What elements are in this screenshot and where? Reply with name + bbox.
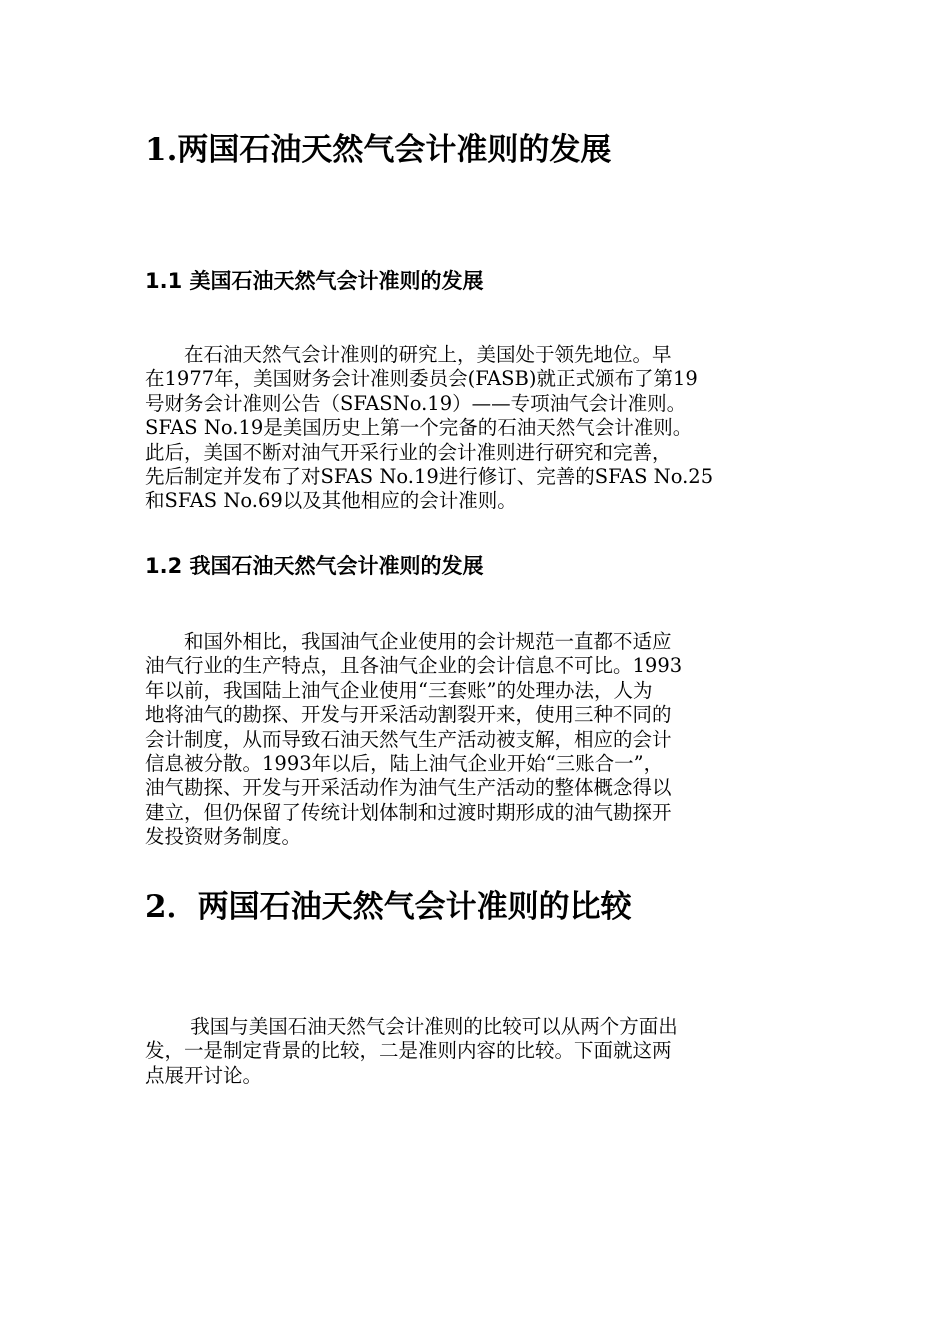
paragraph-line: 发投资财务制度。 [145, 825, 302, 849]
paragraph-line: 发，一是制定背景的比较，二是准则内容的比较。下面就这两 [145, 1039, 672, 1063]
section-1-1-heading: 1.1 美国石油天然气会计准则的发展 [145, 269, 484, 293]
paragraph-line: 和SFAS No.69以及其他相应的会计准则。 [145, 489, 517, 513]
paragraph-line: 和国外相比，我国油气企业使用的会计规范一直都不适应 [145, 630, 672, 653]
paragraph-line: 地将油气的勘探、开发与开采活动割裂开来，使用三种不同的 [145, 703, 672, 727]
paragraph-line: 此后，美国不断对油气开采行业的会计准则进行研究和完善， [145, 440, 672, 464]
section-1-1-paragraph [145, 343, 805, 514]
paragraph-line: SFAS No.19是美国历史上第一个完备的石油天然气会计准则。 [145, 416, 693, 440]
paragraph-line: 先后制定并发布了对SFAS No.19进行修订、完善的SFAS No.25 [145, 465, 714, 489]
paragraph-line: 油气行业的生产特点，且各油气企业的会计信息不可比。1993 [145, 654, 683, 678]
paragraph-line: 会计制度，从而导致石油天然气生产活动被支解，相应的会计 [145, 727, 672, 751]
paragraph-line: 建立，但仍保留了传统计划体制和过渡时期形成的油气勘探开 [145, 800, 672, 824]
paragraph-line: 在石油天然气会计准则的研究上，美国处于领先地位。早 [145, 343, 672, 366]
section-1-2-paragraph [145, 630, 805, 850]
section-2-paragraph [145, 1015, 805, 1088]
paragraph-line: 油气勘探、开发与开采活动作为油气生产活动的整体概念得以 [145, 776, 672, 800]
paragraph-line: 信息被分散。1993年以后，陆上油气企业开始“三账合一”， [145, 752, 664, 776]
section-1-heading: 1.两国石油天然气会计准则的发展 [145, 132, 612, 168]
paragraph-line: 我国与美国石油天然气会计准则的比较可以从两个方面出 [145, 1015, 678, 1038]
paragraph-line: 号财务会计准则公告（SFASNo.19）——专项油气会计准则。 [145, 391, 687, 415]
section-1-2-heading: 1.2 我国石油天然气会计准则的发展 [145, 554, 484, 578]
paragraph-line: 点展开讨论。 [145, 1063, 263, 1087]
paragraph-line: 在1977年，美国财务会计准则委员会(FASB)就正式颁布了第19 [145, 367, 698, 391]
section-2-heading: 2．两国石油天然气会计准则的比较 [145, 889, 632, 925]
paragraph-line: 年以前，我国陆上油气企业使用“三套账”的处理办法，人为 [145, 678, 653, 702]
